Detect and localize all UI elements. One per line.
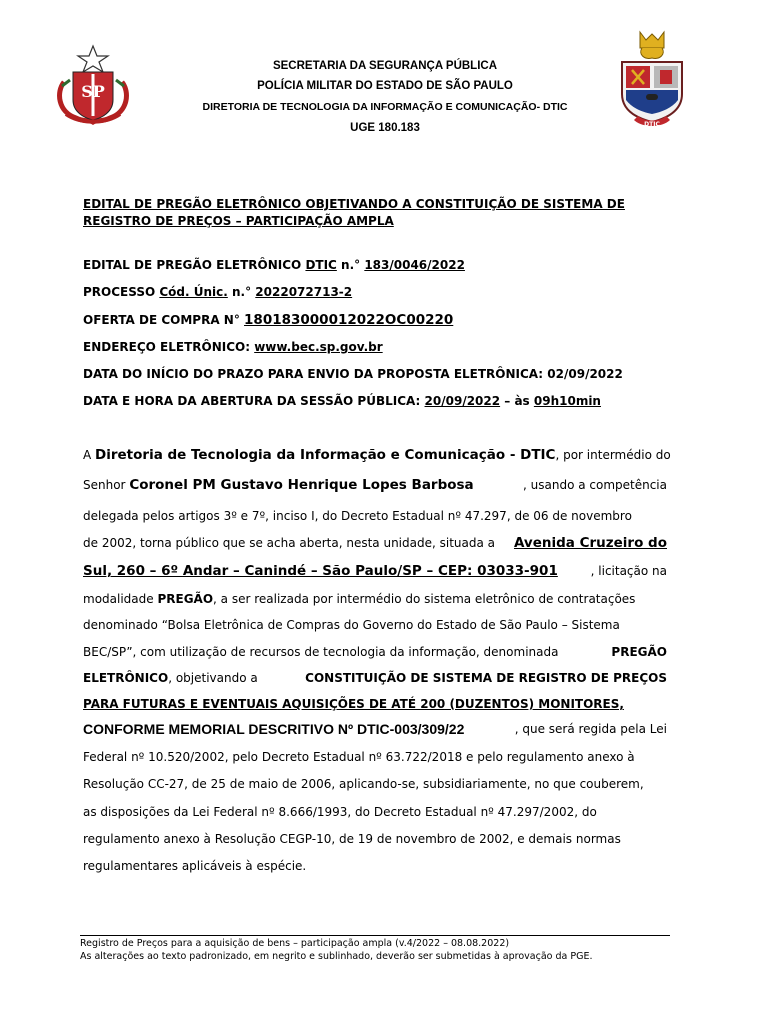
oferta-label: OFERTA DE COMPRA N° (83, 313, 245, 327)
pregao-bold: PREGÃO (611, 645, 667, 659)
body-text: , que será regida pela Lei (514, 722, 667, 736)
edital-number-field (83, 258, 465, 272)
body-line-3: delegada pelos artigos 3º e 7º, inciso I, do Decreto Estadual nº 47.297, de 06 de novembro (83, 509, 632, 523)
footer-line-2: As alterações ao texto padronizado, em negrito e sublinhado, deverão ser submetidas à aprovação da PGE. (80, 951, 593, 962)
body-line-13: Resolução CC-27, de 25 de maio de 2006, aplicando-se, subsidiariamente, no que couberem, (83, 777, 644, 791)
processo-field (83, 285, 352, 299)
sao-paulo-coat-of-arms-logo (50, 42, 136, 126)
data-abertura-time: 09h10min (533, 394, 601, 408)
diretoria-name: Diretoria de Tecnologia da Informação e Comunicação - DTIC (95, 447, 556, 463)
body-line-5 (83, 563, 667, 580)
address-part1: Avenida Cruzeiro do (513, 535, 667, 551)
processo-label: PROCESSO (83, 285, 160, 299)
memorial-descritivo: CONFORME MEMORIAL DESCRITIVO Nº DTIC-003/309/22 (83, 721, 465, 737)
edital-dtic: DTIC (305, 258, 337, 272)
body-text: , licitação na (590, 564, 667, 578)
body-text: Senhor (83, 478, 130, 492)
edital-title-line2: REGISTRO DE PREÇOS – PARTICIPAÇÃO AMPLA (83, 214, 394, 228)
edital-number-value: 183/0046/2022 (364, 258, 465, 272)
coronel-name: Coronel PM Gustavo Henrique Lopes Barbosa (129, 477, 474, 493)
body-line-4 (83, 535, 667, 552)
endereco-field (83, 340, 383, 354)
body-text: , por intermédio do (555, 448, 671, 462)
body-line-6 (83, 591, 667, 608)
body-line-14: as disposições da Lei Federal nº 8.666/1993, do Decreto Estadual nº 47.297/2002, do (83, 805, 597, 819)
body-line-11 (83, 721, 667, 738)
body-line-1 (83, 447, 671, 464)
body-line-10: PARA FUTURAS E EVENTUAIS AQUISIÇÕES DE ATÉ 200 (DUZENTOS) MONITORES, (83, 697, 624, 711)
body-line-9 (83, 670, 667, 687)
body-text: de 2002, torna público que se acha aberta, nesta unidade, situada a (83, 536, 496, 550)
data-inicio-field (83, 367, 623, 381)
body-text: A (83, 448, 96, 462)
edital-number-label: EDITAL DE PREGÃO ELETRÔNICO (83, 258, 306, 272)
right-logo-text: DTIC (644, 121, 660, 128)
header-uge: UGE 180.183 (350, 122, 420, 134)
endereco-link[interactable]: www.bec.sp.gov.br (254, 340, 383, 354)
body-line-2 (83, 477, 667, 494)
objeto-bold: CONSTITUIÇÃO DE SISTEMA DE REGISTRO DE PREÇOS (305, 671, 667, 685)
body-line-15: regulamento anexo à Resolução CEGP-10, de 19 de novembro de 2002, e demais normas (83, 832, 621, 846)
data-abertura-label: DATA E HORA DA ABERTURA DA SESSÃO PÚBLICA: (83, 394, 425, 408)
data-inicio-label: DATA DO INÍCIO DO PRAZO PARA ENVIO DA PROPOSTA ELETRÔNICA: (83, 367, 548, 381)
body-text: BEC/SP”, com utilização de recursos de tecnologia da informação, denominada (83, 645, 559, 659)
processo-cod: Cód. Únic. (159, 285, 228, 299)
edital-n: n.° (336, 258, 365, 272)
oferta-field (83, 312, 453, 328)
dtic-emblem-logo (612, 28, 692, 132)
endereco-label: ENDEREÇO ELETRÔNICO: (83, 340, 255, 354)
body-line-7: denominado “Bolsa Eletrônica de Compras do Governo do Estado de São Paulo – Sistema (83, 618, 620, 632)
body-text: modalidade (83, 592, 158, 606)
header-diretoria: DIRETORIA DE TECNOLOGIA DA INFORMAÇÃO E COMUNICAÇÃO- DTIC (202, 101, 568, 113)
body-text: , objetivando a (168, 671, 258, 685)
data-abertura-date: 20/09/2022 (424, 394, 501, 408)
header-secretaria: SECRETARIA DA SEGURANÇA PÚBLICA (272, 60, 498, 72)
edital-title-line1: EDITAL DE PREGÃO ELETRÔNICO OBJETIVANDO A CONSTITUIÇÃO DE SISTEMA DE (83, 197, 625, 211)
body-line-16: regulamentares aplicáveis à espécie. (83, 859, 307, 873)
body-line-8 (83, 644, 667, 661)
body-text: , usando a competência (523, 478, 667, 492)
data-inicio-value: 02/09/2022 (547, 367, 623, 381)
address-part2: Sul, 260 – 6º Andar – Canindé – São Paulo/SP – CEP: 03033-901 (83, 563, 558, 579)
data-abertura-as: – às (500, 394, 534, 408)
processo-value: 2022072713-2 (255, 285, 353, 299)
eletronico-bold: ELETRÔNICO (83, 671, 169, 685)
footer-line-1: Registro de Preços para a aquisição de bens – participação ampla (v.4/2022 – 08.08.2022) (80, 938, 510, 949)
pregao-bold: PREGÃO (157, 592, 214, 606)
data-abertura-field (83, 394, 601, 408)
left-logo-text: SP (81, 82, 105, 101)
header-policia-militar: POLÍCIA MILITAR DO ESTADO DE SÃO PAULO (257, 80, 513, 92)
oferta-value: 180183000012022OC00220 (244, 312, 454, 328)
body-text: , a ser realizada por intermédio do sistema eletrônico de contratações (213, 592, 636, 606)
processo-n: n.° (227, 285, 256, 299)
footer-divider (80, 935, 670, 936)
body-line-12: Federal nº 10.520/2002, pelo Decreto Estadual nº 63.722/2018 e pelo regulamento anexo à (83, 750, 635, 764)
